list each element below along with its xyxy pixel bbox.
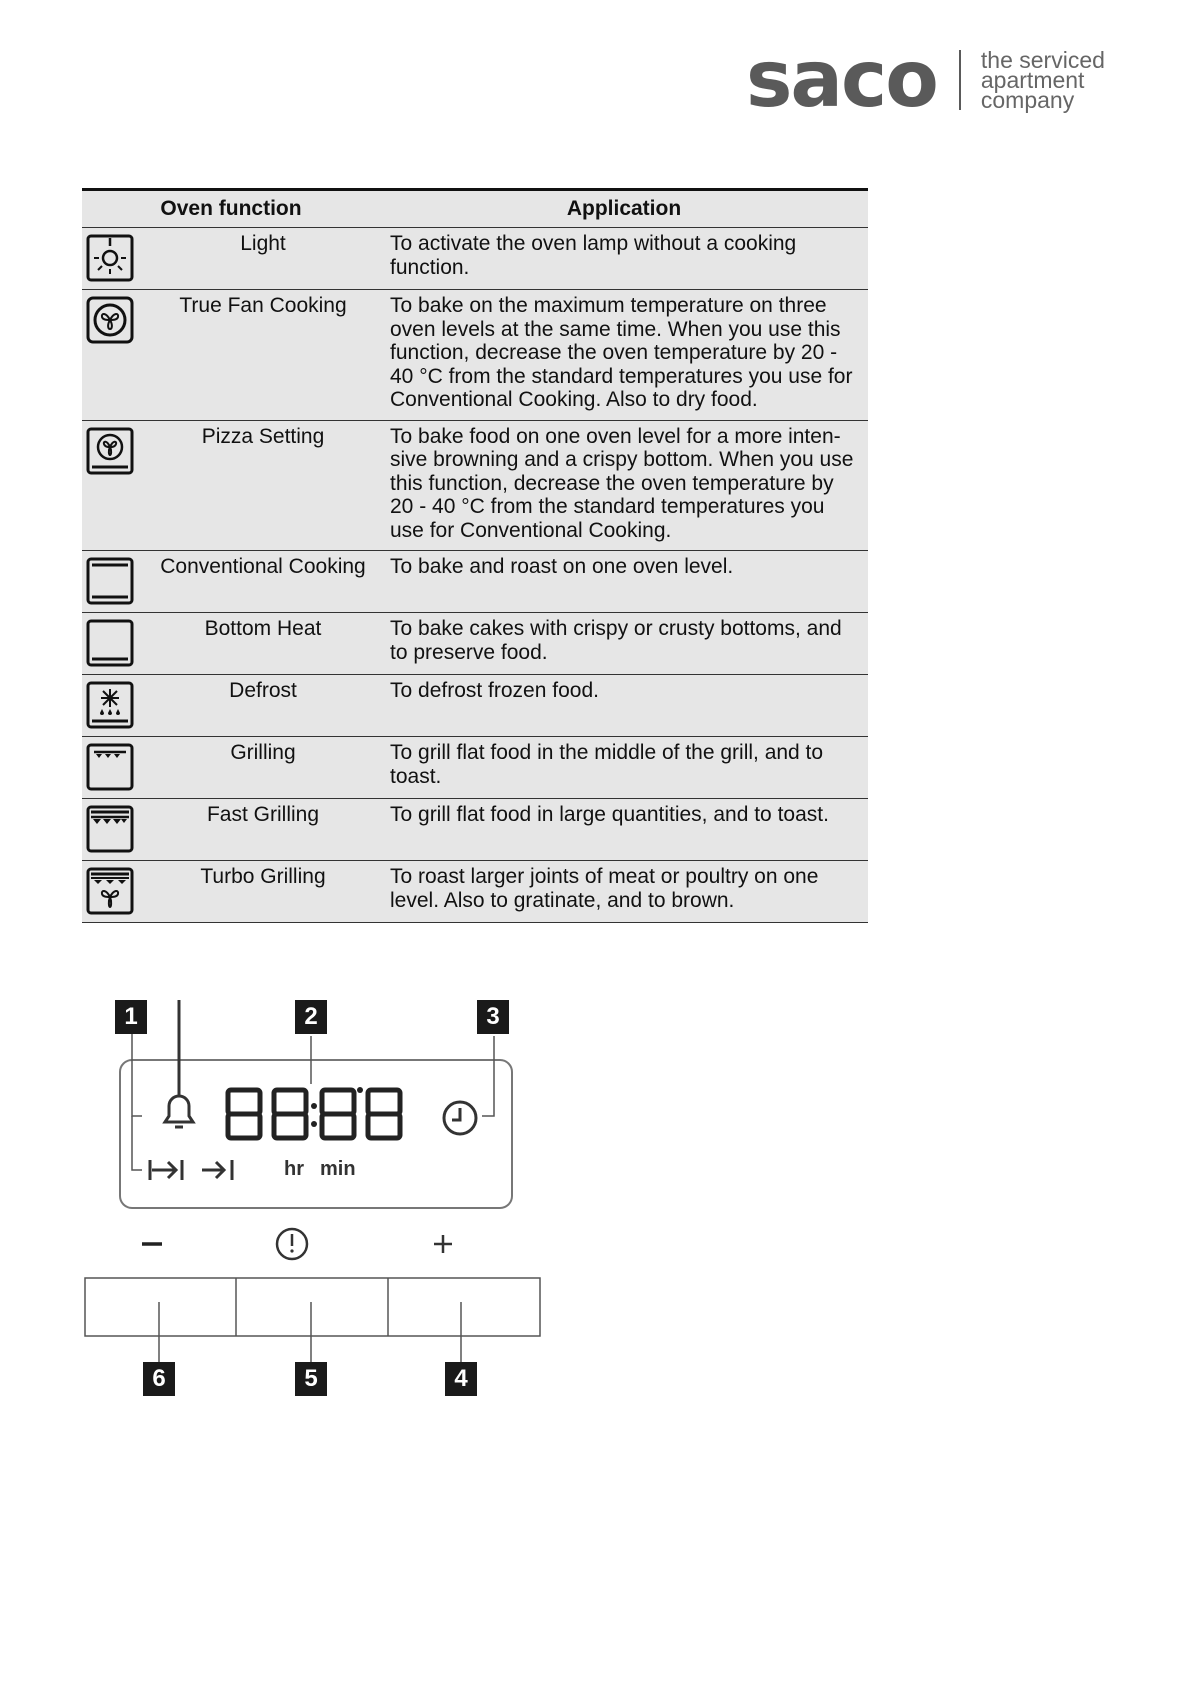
callout-2: 2 xyxy=(295,1000,327,1034)
table-header-row xyxy=(82,190,868,228)
header-oven-function: Oven function xyxy=(82,190,380,228)
grilling-icon xyxy=(86,743,134,791)
clock-icon xyxy=(444,1102,476,1134)
callout-line-1 xyxy=(132,1036,142,1116)
table-row xyxy=(82,290,868,421)
function-application: To bake and roast on one oven level. xyxy=(380,551,868,613)
bottom-heat-icon xyxy=(86,619,134,667)
function-application: To grill flat food in the middle of the grill, and to toast. xyxy=(380,737,868,799)
oven-functions-table xyxy=(82,188,868,923)
control-panel-drawing xyxy=(84,1000,564,1410)
function-application: To bake on the maximum temperature on three oven levels at the same time. When you use this function, decrease the oven temperature by 20 - 40 °C from the standard temperatures you use for Conventional Cooking. Also to dry food. xyxy=(380,290,868,421)
bell-icon xyxy=(165,1000,193,1127)
duration-icon xyxy=(150,1160,182,1180)
function-application: To grill flat food in large quantities, and to toast. xyxy=(380,799,868,861)
logo-tagline xyxy=(980,47,1105,113)
saco-logo xyxy=(746,35,1105,125)
function-name: Grilling xyxy=(146,737,380,799)
fast-grilling-icon xyxy=(86,805,134,853)
function-name: True Fan Cooking xyxy=(146,290,380,421)
function-application: To bake food on one oven level for a more inten-sive browning and a crispy bottom. When you use this function, decrease the oven temperature by 20 - 40 °C from the standard temperatures you use for Conventional Cooking. xyxy=(380,420,868,551)
callout-4: 4 xyxy=(445,1362,477,1396)
function-name: Pizza Setting xyxy=(146,420,380,551)
table-row xyxy=(82,551,868,613)
logo-tagline-line: apartment xyxy=(980,67,1085,93)
table-row xyxy=(82,675,868,737)
function-application: To defrost frozen food. xyxy=(380,675,868,737)
defrost-icon xyxy=(86,681,134,729)
table-row xyxy=(82,799,868,861)
logo-tagline-line: company xyxy=(980,87,1075,113)
function-application: To activate the oven lamp without a cooking function. xyxy=(380,228,868,290)
function-name: Defrost xyxy=(146,675,380,737)
function-name: Fast Grilling xyxy=(146,799,380,861)
end-time-icon xyxy=(202,1160,232,1180)
hours-label: hr xyxy=(284,1158,304,1180)
callout-line-1b xyxy=(132,1116,142,1170)
control-panel-diagram xyxy=(84,1000,564,1410)
pizza-setting-icon xyxy=(86,427,134,475)
turbo-grilling-icon xyxy=(86,867,134,915)
function-name: Conventional Cooking xyxy=(146,551,380,613)
conventional-cooking-icon xyxy=(86,557,134,605)
header-application: Application xyxy=(380,190,868,228)
function-name: Light xyxy=(146,228,380,290)
true-fan-icon xyxy=(86,296,134,344)
table-row xyxy=(82,861,868,923)
minutes-label: min xyxy=(320,1158,356,1180)
clock-button-icon xyxy=(277,1229,307,1259)
logo-tagline-line: the serviced xyxy=(980,47,1105,73)
function-application: To bake cakes with crispy or crusty bottoms, and to preserve food. xyxy=(380,613,868,675)
table-row xyxy=(82,613,868,675)
table-row xyxy=(82,737,868,799)
time-digits xyxy=(228,1090,400,1138)
callout-6: 6 xyxy=(143,1362,175,1396)
light-icon xyxy=(86,234,134,282)
button-strip xyxy=(85,1278,540,1336)
callout-3: 3 xyxy=(477,1000,509,1034)
table-row xyxy=(82,228,868,290)
function-application: To roast larger joints of meat or poultry on one level. Also to gratinate, and to brown. xyxy=(380,861,868,923)
logo-divider xyxy=(959,50,961,110)
callout-line-3 xyxy=(482,1036,494,1116)
logo-wordmark: saco xyxy=(746,35,937,125)
function-name: Turbo Grilling xyxy=(146,861,380,923)
function-name: Bottom Heat xyxy=(146,613,380,675)
callout-1: 1 xyxy=(115,1000,147,1034)
callout-5: 5 xyxy=(295,1362,327,1396)
plus-icon xyxy=(434,1235,452,1253)
table-row xyxy=(82,420,868,551)
